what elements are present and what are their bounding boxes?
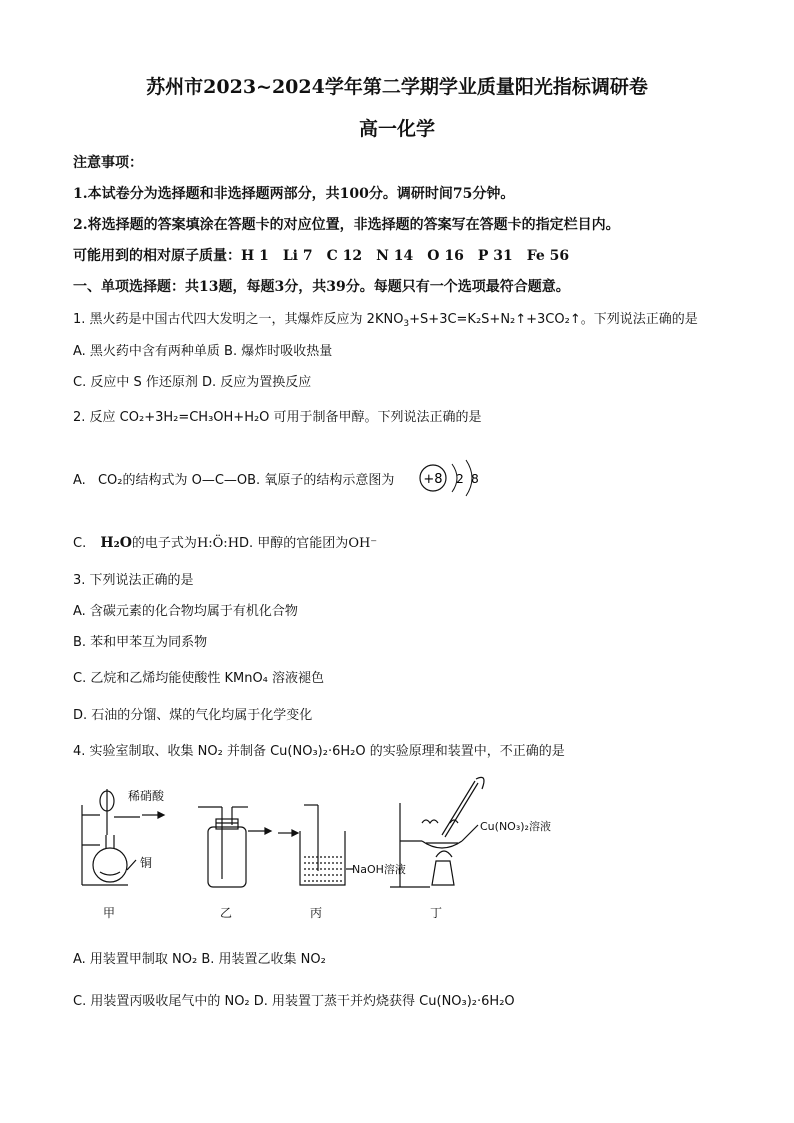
notes-line-1: 1.本试卷分为选择题和非选择题两部分，共100分。调研时间75分钟。 (73, 186, 515, 202)
q3-option-b: B. 苯和甲苯互为同系物 (73, 635, 208, 650)
label-copper: 铜 (140, 856, 153, 870)
caption-ding: 丁 (430, 906, 443, 920)
q2-option-a: A. CO₂的结构式为 O—C—OB. 氧原子的结构示意图为 (73, 473, 395, 488)
exam-title: 苏州市2023~2024学年第二学期学业质量阳光指标调研卷 (146, 76, 648, 98)
oxygen-atom-diagram (414, 456, 490, 500)
notes-line-2: 2.将选择题的答案填涂在答题卡的对应位置，非选择题的答案写在答题卡的指定栏目内。 (73, 217, 620, 233)
caption-yi: 乙 (220, 906, 233, 920)
q4-options-ab: A. 用装置甲制取 NO₂ B. 用装置乙收集 NO₂ (73, 952, 326, 967)
shell-2-count: 8 (471, 472, 479, 486)
q1-options-ab: A. 黑火药中含有两种单质 B. 爆炸时吸收热量 (73, 344, 333, 359)
oh-formula: OH⁻ (348, 536, 378, 551)
label-dilute-nitric-acid: 稀硝酸 (128, 789, 165, 803)
co2-formula: CO₂ (97, 473, 123, 488)
exam-subtitle: 高一化学 (358, 118, 435, 140)
label-naoh-solution: NaOH溶液 (352, 863, 406, 876)
q3-option-a: A. 含碳元素的化合物均属于有机化合物 (73, 604, 298, 619)
q3-option-d: D. 石油的分馏、煤的气化均属于化学变化 (73, 708, 313, 723)
q2-option-cd: C. H₂O的电子式为H:Ö:HD. 甲醇的官能团为OH⁻ (73, 535, 378, 551)
apparatus-jia (82, 789, 140, 885)
q1-stem: 1. 黑火药是中国古代四大发明之一，其爆炸反应为 $2KNO_3+S+3C=K_2S+N_2↑+3CO_2↑$。下列说法正确的是 (73, 312, 698, 329)
caption-bing: 丙 (310, 906, 323, 920)
q3-stem: 3. 下列说法正确的是 (73, 573, 194, 588)
q4-stem: 4. 实验室制取、收集 NO₂ 并制备 Cu(NO₃)₂·6H₂O 的实验原理和装置中，不正确的是 (73, 744, 565, 759)
atomic-masses: 可能用到的相对原子质量：H 1 Li 7 C 12 N 14 O 16 P 31 Fe 56 (73, 248, 570, 264)
apparatus-figure (70, 775, 590, 925)
label-cuno3-solution: Cu(NO₃)₂溶液 (480, 820, 551, 833)
h2o-formula: H₂O (100, 535, 132, 551)
q3-option-c: C. 乙烷和乙烯均能使酸性 KMnO₄ 溶液褪色 (73, 671, 325, 686)
q1-options-cd: C. 反应中 S 作还原剂 D. 反应为置换反应 (73, 375, 312, 390)
apparatus-yi (198, 807, 248, 887)
q4-options-cd: C. 用装置丙吸收尾气中的 NO₂ D. 用装置丁蒸干并灼烧获得 Cu(NO₃)₂·6H₂O (73, 994, 515, 1009)
shell-1-count: 2 (456, 472, 464, 486)
nucleus-charge: +8 (423, 472, 443, 487)
notes-heading: 注意事项： (73, 155, 143, 171)
section-heading: 一、单项选择题：共13题，每题3分，共39分。每题只有一个选项最符合题意。 (73, 279, 570, 295)
caption-jia: 甲 (103, 906, 116, 920)
q2-stem: 2. 反应 CO₂+3H₂=CH₃OH+H₂O 可用于制备甲醇。下列说法正确的是 (73, 410, 482, 425)
apparatus-bing (300, 805, 354, 885)
electron-formula: H:Ö:H (196, 536, 240, 551)
